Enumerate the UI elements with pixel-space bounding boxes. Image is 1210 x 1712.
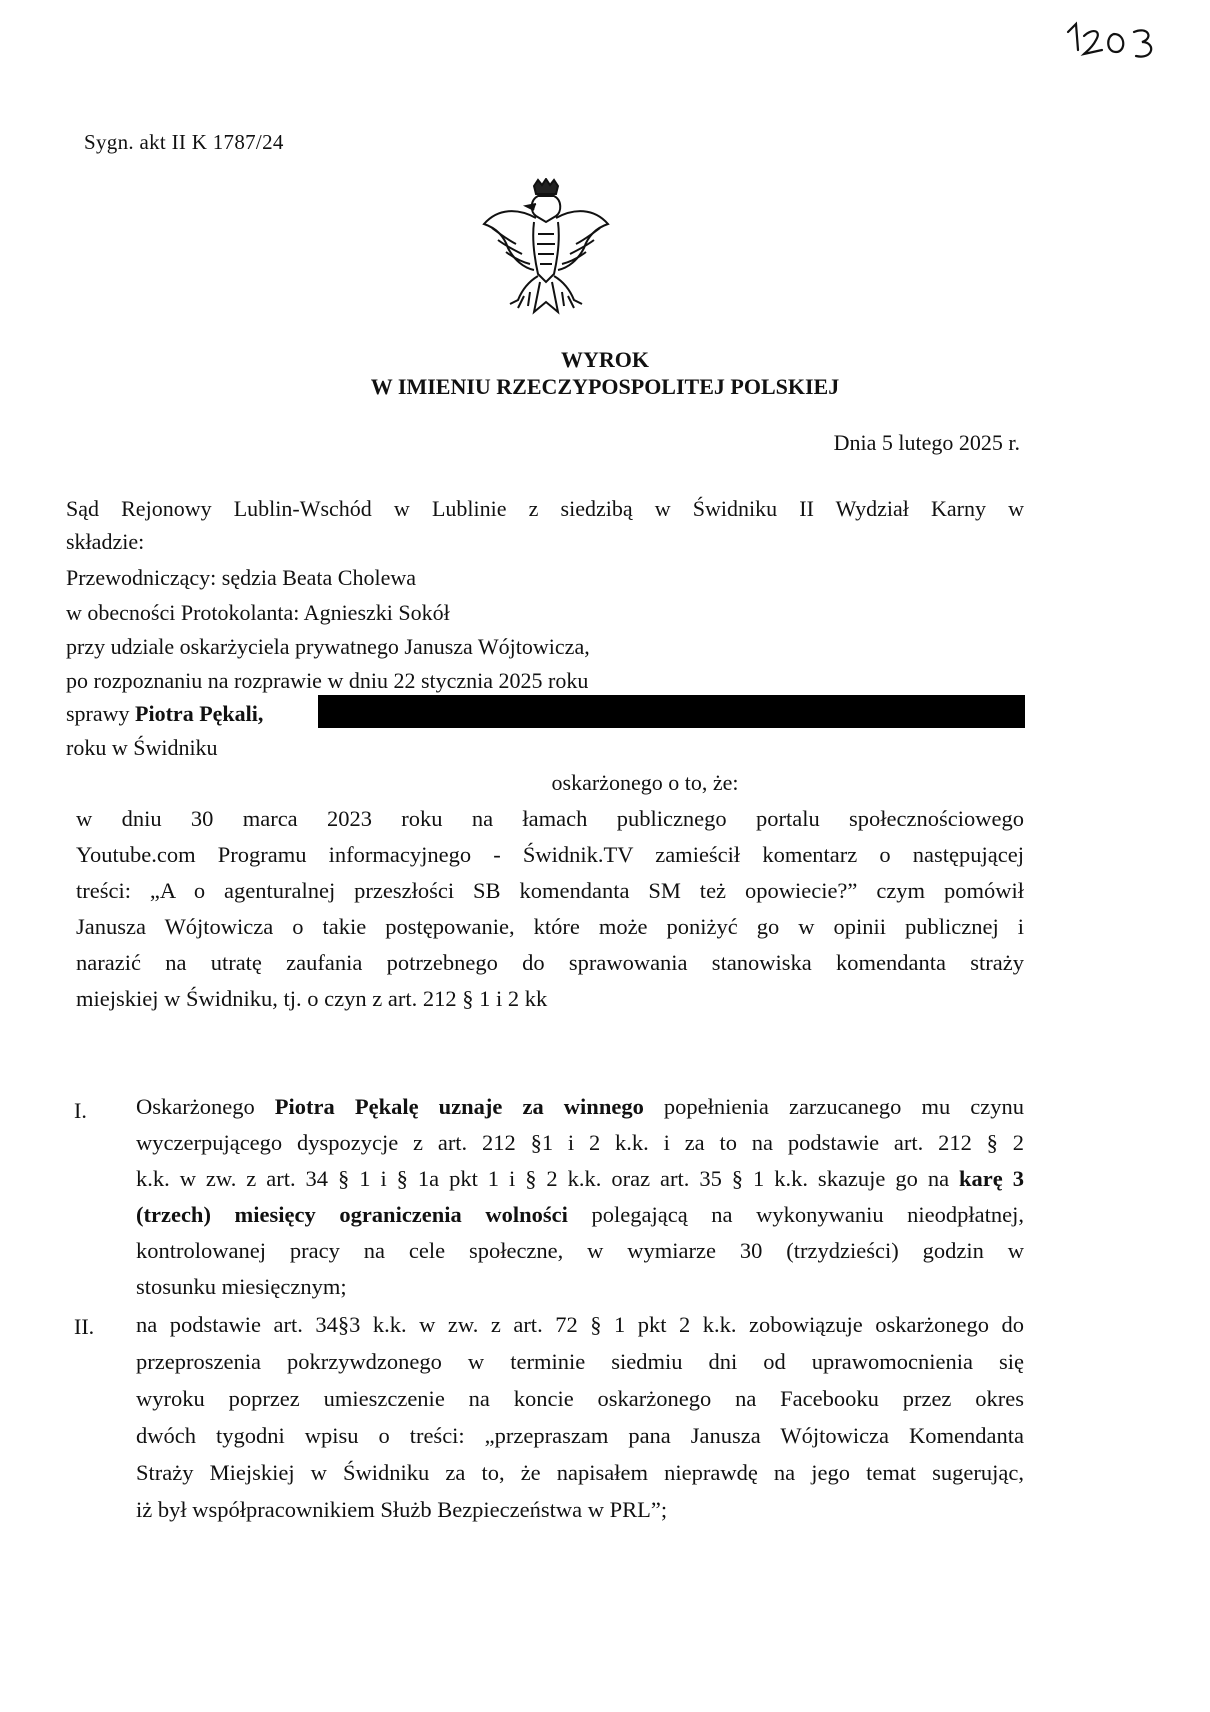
verdict-item-1-line [136, 1094, 1024, 1120]
verdict-item-2-line: na podstawie art. 34§3 k.k. w zw. z art. 72 § 1 pkt 2 k.k. zobowiązuje oskarżonego do [136, 1312, 1024, 1337]
charge-line: Youtube.com Programu informacyjnego - Świdnik.TV zamieścił komentarz o następującej [76, 842, 1024, 867]
verdict-title: WYROK [561, 347, 649, 372]
charge-line: Janusza Wójtowicza o takie postępowanie, które może poniżyć go w opinii publicznej i [76, 914, 1024, 939]
hearing-date: po rozpoznaniu na rozprawie w dniu 22 stycznia 2025 roku [66, 668, 589, 693]
verdict-item-1-line: wyczerpującego dyspozycje z art. 212 §1 i 2 k.k. i za to na podstawie art. 212 § 2 [136, 1130, 1024, 1155]
charge-line: w dniu 30 marca 2023 roku na łamach publicznego portalu społecznościowego [76, 806, 1024, 831]
item1-text-a: Oskarżonego [136, 1094, 275, 1119]
verdict-item-2-line: Straży Miejskiej w Świdniku za to, że napisałem nieprawdę na jego temat sugerując, [136, 1460, 1024, 1485]
court-line-1: Sąd Rejonowy Lublin-Wschód w Lublinie z siedzibą w Świdniku II Wydział Karny w [66, 496, 1024, 521]
defendant-name: Piotra Pękali, [135, 701, 264, 726]
private-prosecutor: przy udziale oskarżyciela prywatnego Janusza Wójtowicza, [66, 634, 590, 659]
verdict-item-number: II. [74, 1314, 95, 1339]
case-defendant [66, 701, 263, 727]
verdict-item-1-line [136, 1166, 1024, 1192]
case-signature: Sygn. akt II K 1787/24 [84, 130, 284, 154]
verdict-date: Dnia 5 lutego 2025 r. [833, 430, 1020, 455]
item1-penalty-cont: (trzech) miesięcy ograniczenia wolności [136, 1202, 568, 1227]
verdict-item-2-line: iż był współpracownikiem Służb Bezpieczeństwa w PRL”; [136, 1497, 668, 1522]
item1-text-c: popełnienia zarzucanego mu czynu [643, 1094, 1024, 1119]
item1-defendant-guilty: Piotra Pękalę uznaje za winnego [274, 1094, 644, 1119]
verdict-item-1-line: stosunku miesięcznym; [136, 1274, 347, 1299]
item1-penalty: karę 3 [959, 1166, 1024, 1191]
charge-line: narazić na utratę zaufania potrzebnego do sprawowania stanowiska komendanta straży [76, 950, 1024, 975]
polish-eagle-emblem [478, 178, 614, 316]
verdict-item-1-line: kontrolowanej pracy na cele społeczne, w wymiarze 30 (trzydzieści) godzin w [136, 1238, 1024, 1263]
charge-line: treści: „A o agenturalnej przeszłości SB komendanta SM też opowiecie?” czym pomówił [76, 878, 1024, 903]
item1-text-l4b: polegającą na wykonywaniu nieodpłatnej, [567, 1202, 1025, 1227]
verdict-item-2-line: przeproszenia pokrzywdzonego w terminie siedmiu dni od uprawomocnienia się [136, 1349, 1024, 1374]
verdict-item-2-line: wyroku poprzez umieszczenie na koncie oskarżonego na Facebooku przez okres [136, 1386, 1024, 1411]
item1-text-l3a: k.k. w zw. z art. 34 § 1 i § 1a pkt 1 i § 2 k.k. oraz art. 35 § 1 k.k. skazuje go na [136, 1166, 960, 1191]
charge-line: miejskiej w Świdniku, tj. o czyn z art. 212 § 1 i 2 kk [76, 986, 548, 1011]
verdict-item-2-line: dwóch tygodni wpisu o treści: „przepraszam pana Janusza Wójtowicza Komendanta [136, 1423, 1024, 1448]
presiding-judge: Przewodniczący: sędzia Beata Cholewa [66, 565, 417, 590]
court-line-2: składzie: [66, 529, 145, 554]
verdict-item-number: I. [74, 1098, 87, 1123]
verdict-subtitle: W IMIENIU RZECZYPOSPOLITEJ POLSKIEJ [370, 374, 840, 399]
verdict-item-1-line [136, 1202, 1024, 1228]
defendant-birth-place: roku w Świdniku [66, 735, 218, 760]
case-prefix: sprawy [66, 701, 136, 726]
redaction-bar [318, 695, 1025, 728]
charge-heading: oskarżonego o to, że: [551, 770, 739, 795]
handwritten-page-number [1062, 10, 1172, 70]
court-clerk: w obecności Protokolanta: Agnieszki Sokół [66, 600, 450, 625]
